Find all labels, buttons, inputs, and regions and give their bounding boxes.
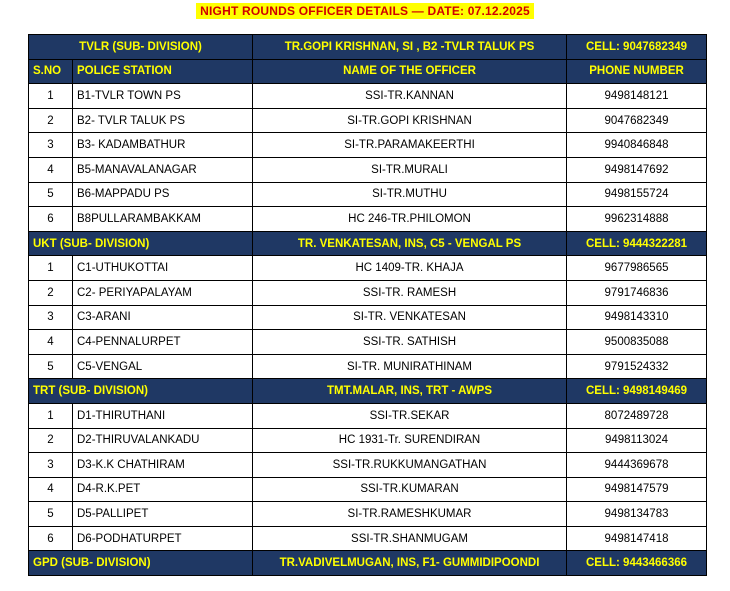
row-station: B6-MAPPADU PS xyxy=(73,182,253,207)
row-sno: 4 xyxy=(29,330,73,355)
row-officer: SI-TR.PARAMAKEERTHI xyxy=(253,133,567,158)
subdivision-header xyxy=(29,231,707,256)
subdivision-incharge: TR.GOPI KRISHNAN, SI , B2 -TVLR TALUK PS xyxy=(253,35,567,60)
row-officer: SI-TR. MUNIRATHINAM xyxy=(253,354,567,379)
row-station: D6-PODHATURPET xyxy=(73,526,253,551)
row-station: C5-VENGAL xyxy=(73,354,253,379)
column-header-station: POLICE STATION xyxy=(73,59,253,84)
row-sno: 1 xyxy=(29,256,73,281)
column-header-phone: PHONE NUMBER xyxy=(567,59,707,84)
subdivision-header xyxy=(29,35,707,60)
row-officer: SSI-TR.SHANMUGAM xyxy=(253,526,567,551)
table-row xyxy=(29,330,707,355)
row-phone: 9498155724 xyxy=(567,182,707,207)
table-row xyxy=(29,305,707,330)
row-sno: 5 xyxy=(29,182,73,207)
row-phone: 8072489728 xyxy=(567,403,707,428)
subdivision-incharge: TR.VADIVELMUGAN, INS, F1- GUMMIDIPOONDI xyxy=(253,551,567,576)
row-phone: 9498147579 xyxy=(567,477,707,502)
row-officer: SSI-TR.RUKKUMANGATHAN xyxy=(253,453,567,478)
row-sno: 3 xyxy=(29,305,73,330)
table-row xyxy=(29,157,707,182)
table-row xyxy=(29,502,707,527)
subdivision-cell: CELL: 9443466366 xyxy=(567,551,707,576)
row-officer: SSI-TR.KUMARAN xyxy=(253,477,567,502)
row-station: C4-PENNALURPET xyxy=(73,330,253,355)
subdivision-cell: CELL: 9498149469 xyxy=(567,379,707,404)
table-row xyxy=(29,133,707,158)
document-title: NIGHT ROUNDS OFFICER DETAILS — DATE: 07.12.2025 xyxy=(196,3,534,19)
row-sno: 2 xyxy=(29,280,73,305)
table-row xyxy=(29,403,707,428)
row-phone: 9962314888 xyxy=(567,207,707,232)
column-header-officer: NAME OF THE OFFICER xyxy=(253,59,567,84)
column-header-row xyxy=(29,59,707,84)
officer-table-body xyxy=(29,35,707,576)
row-station: C1-UTHUKOTTAI xyxy=(73,256,253,281)
row-station: C2- PERIYAPALAYAM xyxy=(73,280,253,305)
row-station: C3-ARANI xyxy=(73,305,253,330)
row-sno: 6 xyxy=(29,526,73,551)
row-officer: SSI-TR. SATHISH xyxy=(253,330,567,355)
row-station: D2-THIRUVALANKADU xyxy=(73,428,253,453)
row-station: D3-K.K CHATHIRAM xyxy=(73,453,253,478)
table-row xyxy=(29,182,707,207)
row-phone: 9500835088 xyxy=(567,330,707,355)
row-officer: SI-TR.GOPI KRISHNAN xyxy=(253,108,567,133)
row-station: B1-TVLR TOWN PS xyxy=(73,84,253,109)
row-officer: SI-TR.MURALI xyxy=(253,157,567,182)
table-row xyxy=(29,354,707,379)
row-station: D1-THIRUTHANI xyxy=(73,403,253,428)
row-phone: 9498147418 xyxy=(567,526,707,551)
table-row xyxy=(29,207,707,232)
row-station: D5-PALLIPET xyxy=(73,502,253,527)
row-phone: 9498134783 xyxy=(567,502,707,527)
subdivision-header xyxy=(29,379,707,404)
row-phone: 9498143310 xyxy=(567,305,707,330)
row-officer: SSI-TR.KANNAN xyxy=(253,84,567,109)
row-sno: 5 xyxy=(29,502,73,527)
subdivision-cell: CELL: 9444322281 xyxy=(567,231,707,256)
table-row xyxy=(29,280,707,305)
table-row xyxy=(29,428,707,453)
row-station: B8PULLARAMBAKKAM xyxy=(73,207,253,232)
subdivision-name: UKT (SUB- DIVISION) xyxy=(29,231,253,256)
row-sno: 3 xyxy=(29,453,73,478)
row-phone: 9791524332 xyxy=(567,354,707,379)
row-sno: 6 xyxy=(29,207,73,232)
row-station: D4-R.K.PET xyxy=(73,477,253,502)
row-sno: 1 xyxy=(29,84,73,109)
row-station: B3- KADAMBATHUR xyxy=(73,133,253,158)
column-header-sno: S.NO xyxy=(29,59,73,84)
title-wrap xyxy=(0,2,730,20)
officer-table xyxy=(28,34,707,576)
table-row xyxy=(29,108,707,133)
row-officer: HC 1409-TR. KHAJA xyxy=(253,256,567,281)
row-officer: HC 246-TR.PHILOMON xyxy=(253,207,567,232)
subdivision-cell: CELL: 9047682349 xyxy=(567,35,707,60)
table-row xyxy=(29,84,707,109)
row-officer: HC 1931-Tr. SURENDIRAN xyxy=(253,428,567,453)
row-station: B5-MANAVALANAGAR xyxy=(73,157,253,182)
row-station: B2- TVLR TALUK PS xyxy=(73,108,253,133)
subdivision-incharge: TMT.MALAR, INS, TRT - AWPS xyxy=(253,379,567,404)
subdivision-name: TRT (SUB- DIVISION) xyxy=(29,379,253,404)
table-row xyxy=(29,256,707,281)
row-phone: 9047682349 xyxy=(567,108,707,133)
row-sno: 5 xyxy=(29,354,73,379)
subdivision-name: GPD (SUB- DIVISION) xyxy=(29,551,253,576)
row-sno: 2 xyxy=(29,108,73,133)
table-row xyxy=(29,477,707,502)
row-officer: SSI-TR. RAMESH xyxy=(253,280,567,305)
subdivision-header xyxy=(29,551,707,576)
row-phone: 9791746836 xyxy=(567,280,707,305)
row-officer: SSI-TR.SEKAR xyxy=(253,403,567,428)
row-phone: 9498147692 xyxy=(567,157,707,182)
table-row xyxy=(29,526,707,551)
row-phone: 9940846848 xyxy=(567,133,707,158)
row-sno: 4 xyxy=(29,157,73,182)
row-officer: SI-TR.MUTHU xyxy=(253,182,567,207)
row-officer: SI-TR.RAMESHKUMAR xyxy=(253,502,567,527)
row-sno: 3 xyxy=(29,133,73,158)
row-phone: 9498113024 xyxy=(567,428,707,453)
row-sno: 1 xyxy=(29,403,73,428)
row-phone: 9677986565 xyxy=(567,256,707,281)
row-sno: 2 xyxy=(29,428,73,453)
row-officer: SI-TR. VENKATESAN xyxy=(253,305,567,330)
subdivision-incharge: TR. VENKATESAN, INS, C5 - VENGAL PS xyxy=(253,231,567,256)
subdivision-name: TVLR (SUB- DIVISION) xyxy=(29,35,253,60)
row-phone: 9498148121 xyxy=(567,84,707,109)
row-sno: 4 xyxy=(29,477,73,502)
row-phone: 9444369678 xyxy=(567,453,707,478)
table-row xyxy=(29,453,707,478)
